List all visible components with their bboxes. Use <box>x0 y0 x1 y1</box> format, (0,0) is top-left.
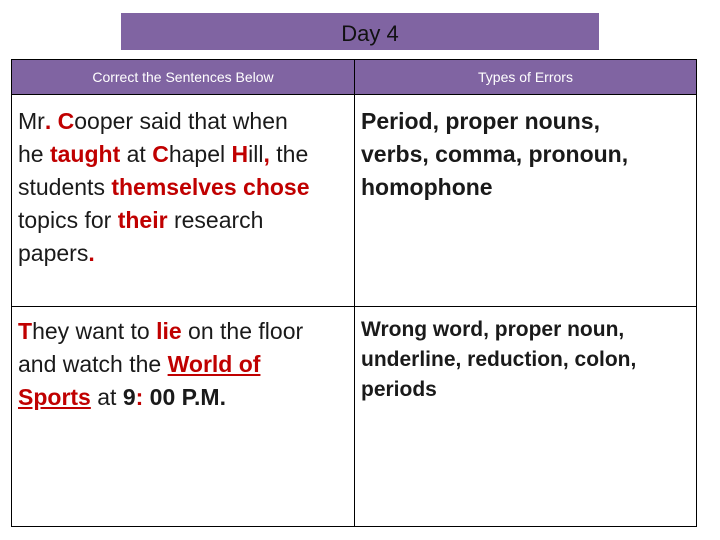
errors-1-line-1: Period, proper nouns, <box>361 108 600 134</box>
errors-2-line-3: periods <box>361 378 437 401</box>
errors-1-line-3: homophone <box>361 174 493 200</box>
errors-1-cell <box>355 95 697 307</box>
sentence-1-cell <box>12 95 355 307</box>
sentence-row-2 <box>12 307 697 527</box>
errors-1-line-2: verbs, comma, pronoun, <box>361 141 629 167</box>
sentence-2-text: They want to lie on the floor and watch the World of Sports at 9: 00 P.M. <box>18 318 304 410</box>
sentence-2-cell <box>12 307 355 527</box>
errors-2-line-2: underline, reduction, colon, <box>361 348 637 371</box>
header-row <box>12 60 697 95</box>
sentence-row-1 <box>12 95 697 307</box>
errors-2-cell <box>355 307 697 527</box>
errors-2-line-1: Wrong word, proper noun, <box>361 318 625 341</box>
sentences-table <box>11 59 697 527</box>
day-title: Day 4 <box>341 21 399 46</box>
sentence-1-text: Mr. Cooper said that when he taught at Chapel Hill, the students themselves chose topics for their research papers. <box>18 108 310 266</box>
header-error-types: Types of Errors <box>355 60 697 95</box>
day-title-bar <box>121 13 599 50</box>
header-sentences: Correct the Sentences Below <box>12 60 355 95</box>
